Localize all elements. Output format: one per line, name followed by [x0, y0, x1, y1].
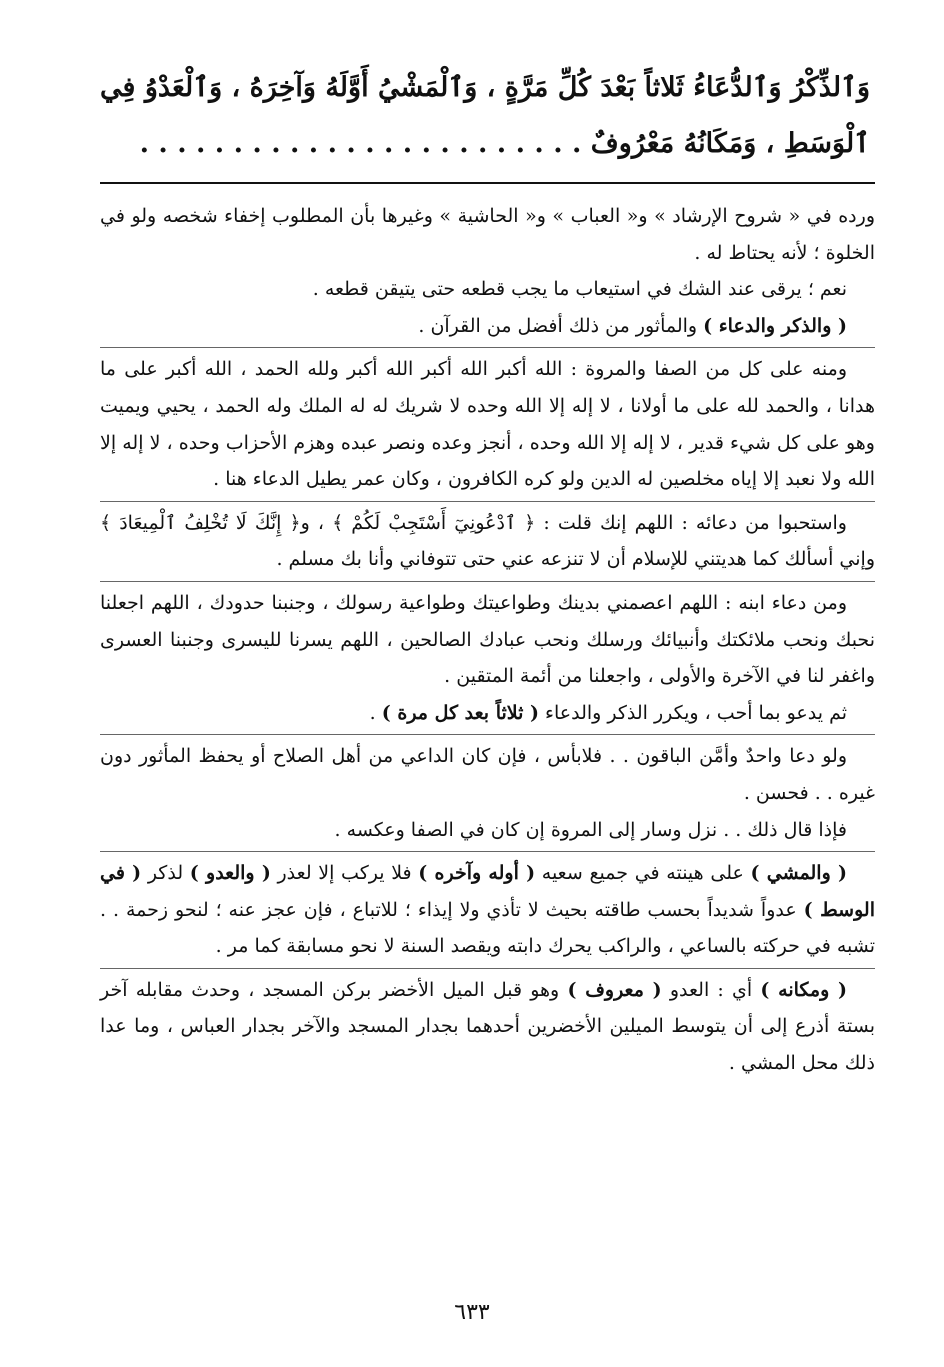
quoted-matn: ( أوله وآخره )	[418, 862, 536, 885]
commentary-paragraph: فإذا قال ذلك . . نزل وسار إلى المروة إن كان في الصفا وعكسه .	[334, 818, 847, 841]
quoted-matn: ( والعدو )	[189, 862, 271, 885]
quoted-matn: ( ثلاثاً بعد كل مرة )	[381, 701, 539, 724]
paragraph-divider	[100, 968, 875, 969]
commentary-paragraph: ومن دعاء ابنه : اللهم اعصمني بدينك وطواعيتك وطواعية رسولك ، وجنبنا حدودك ، اللهم اجعلنا نحبك ونحب ملائكتك وأنبيائك ورسلك ونحب عبادك الصالحين ، اللهم يسرنا لليسرى وجنبنا العسرى واغفر لنا في الآخرة والأولى ، واجعلنا من أئمة المتقين .	[100, 591, 875, 688]
paragraph-divider	[100, 734, 875, 735]
commentary-text: والمأثور من ذلك أفضل من القرآن .	[418, 314, 704, 337]
paragraph-divider	[100, 581, 875, 582]
page-number: ٦٣٣	[454, 1300, 490, 1325]
paragraph-divider	[100, 347, 875, 348]
commentary-text: فلا يركب إلا لعذر	[270, 862, 419, 885]
quoted-matn: ( في الوسط )	[100, 862, 875, 921]
paragraph-divider	[100, 501, 875, 502]
commentary-paragraph: ومنه على كل من الصفا والمروة : الله أكبر الله أكبر الله أكبر ولله الحمد ، الله أكبر على ما هدانا ، والحمد لله على ما أولانا ، لا إله إلا الله وحده لا شريك له له الملك وله الحمد ، يحيي ويميت وهو على كل شيء قدير ، لا إله إلا الله وحده ، أنجز وعده ونصر عبده وهزم الأحزاب وحده ، لا إله إلا الله ولا نعبد إلا إياه مخلصين له الدين ولو كره الكافرون ، وكان عمر يطيل الدعاء هنا .	[100, 358, 875, 491]
commentary-paragraph: ولو دعا واحدٌ وأمَّن الباقون . . فلابأس ، فإن كان الداعي من أهل الصلاح أو يحفظ المأثور دون غيره . . فحسن .	[100, 745, 875, 804]
paragraph-divider	[100, 851, 875, 852]
commentary-paragraph: نعم ؛ يرقى عند الشك في استيعاب ما يجب قطعه حتى يتيقن قطعه .	[312, 278, 847, 301]
commentary-text: أي : العدو	[661, 978, 761, 1001]
commentary-paragraph: واستحبوا من دعائه : اللهم إنك قلت : ﴿ ٱدْعُونِيٓ أَسْتَجِبْ لَكُمْ ﴾ ، و﴿ إِنَّكَ لَا تُخْلِفُ ٱلْمِيعَادَ ﴾ وإني أسألك كما هديتني للإسلام أن لا تنزعه عني حتى تتوفاني وأنا بك مسلم .	[100, 511, 875, 571]
commentary-paragraph	[100, 972, 875, 1082]
quoted-matn: ( والمشي )	[750, 862, 847, 885]
commentary-paragraph	[100, 308, 875, 345]
quoted-matn: ( والذكر والدعاء )	[703, 314, 847, 337]
main-text: وَٱلذِّكْرُ وَٱلدُّعَاءُ ثَلاثاً بَعْدَ كُلِّ مَرَّةٍ ، وَٱلْمَشْيُ أَوَّلَهُ وَآخِرَهُ ، وَٱلْعَدْوُ فِي ٱلْوَسَطِ ، وَمَكَانُهُ مَعْرُوفٌ . . . . . . . . . . . . . . . . . . . . . . . .	[100, 72, 870, 159]
commentary-paragraph	[100, 855, 875, 965]
commentary-text: لذكر	[141, 862, 190, 885]
commentary-text: وهو قبل الميل الأخضر بركن المسجد ، وحدث مقابله آخر بستة أذرع إلى أن يتوسط الميلين الأخضرين أحدهما بجدار المسجد والآخر بجدار العباس ، وما عدا ذلك محل المشي .	[100, 978, 875, 1075]
commentary-text: ثم يدعو بما أحب ، ويكرر الذكر والدعاء	[539, 701, 847, 724]
commentary-paragraph	[100, 695, 875, 732]
commentary-text: على هينته في جميع سعيه	[535, 862, 751, 885]
commentary-text: عدواً شديداً بحسب طاقته بحيث لا تأذي ولا إيذاء ؛ للاتباع ، فإن عجز عنه ؛ لنحو زحمة . . تشبه في حركته بالساعي ، والراكب يحرك دابته ويقصد السنة لا نحو مسابقة كما مر .	[100, 898, 875, 958]
commentary-text: .	[369, 701, 382, 724]
quoted-matn: ( معروف )	[567, 978, 662, 1001]
quoted-matn: ( ومكانه )	[760, 978, 848, 1001]
commentary-paragraph: ورده في « شروح الإرشاد » و« العباب » و« الحاشية » وغيرها بأن المطلوب إخفاء شخصه ولو في الخلوة ؛ لأنه يحتاط له .	[100, 205, 875, 264]
separator-rule	[100, 182, 875, 184]
commentary	[100, 198, 875, 1082]
